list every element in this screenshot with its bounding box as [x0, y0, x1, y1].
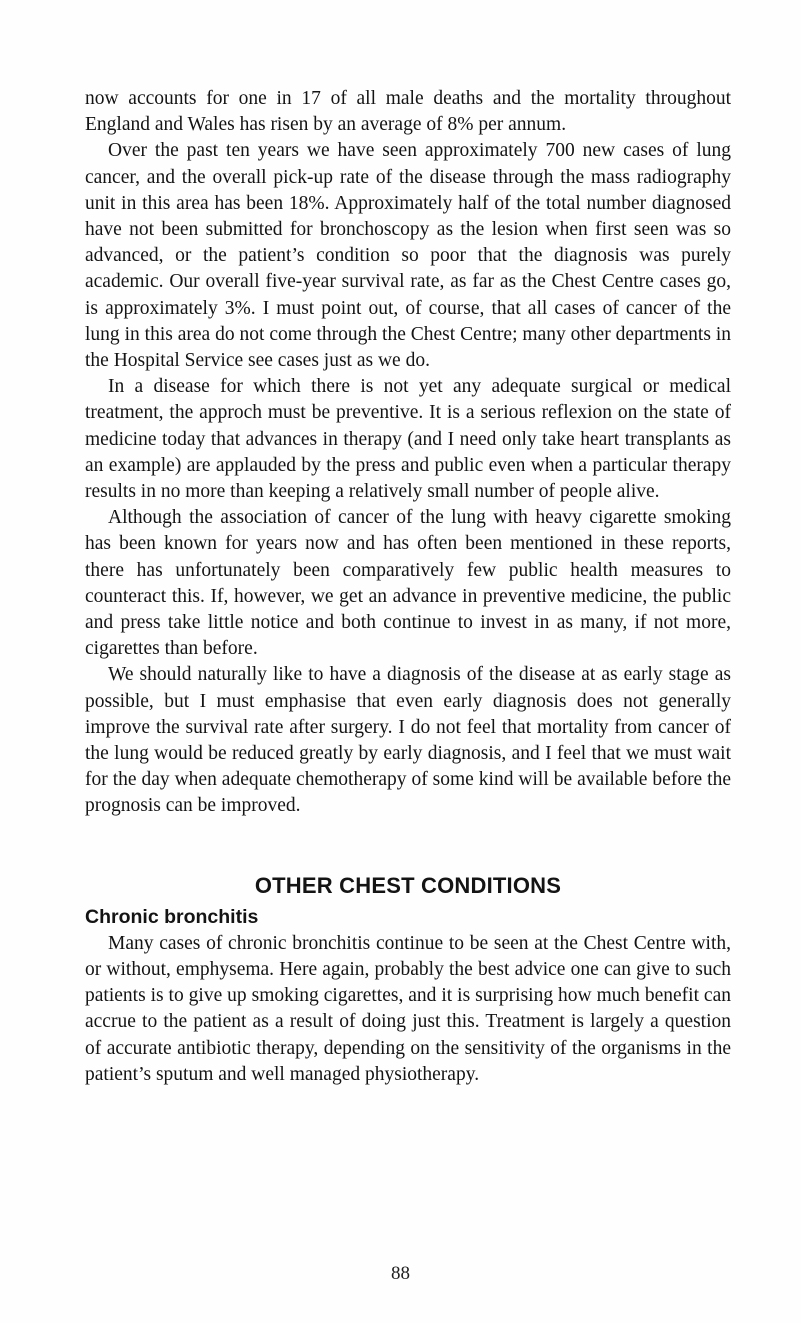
page-number: 88 — [391, 1263, 410, 1284]
subsection-heading: Chronic bronchitis — [85, 905, 259, 928]
paragraph-cigarette-association: Although the association of cancer of the lung with heavy cigarette smoking has been known for years now and has often been mentioned in these reports, there has unfortunately been comparatively few public health measures to counteract this. If, however, we get an advance in preventive medicine, the public and press take little notice and both continue to invest in as many, if not more, cigarettes than before. — [85, 507, 731, 660]
document-page — [85, 86, 731, 1088]
paragraph-mortality-continuation: now accounts for one in 17 of all male deaths and the mortality throughout England and Wales has risen by an average of 8% per annum. — [85, 88, 731, 136]
paragraph-lung-cancer-cases: Over the past ten years we have seen approximately 700 new cases of lung cancer, and the overall pick-up rate of the disease through the mass radiography unit in this area has been 18%. Approximately half of the total number diagnosed have not been submitted for bronchoscopy as the lesion when first seen was so advanced, or the patient’s condition so poor that the diagnosis was purely academic. Our overall five-year survival rate, as far as the Chest Centre cases go, is approximately 3%. I must point out, of course, that all cases of cancer of the lung in this area do not come through the Chest Centre; many other departments in the Hospital Service see cases just as we do. — [85, 140, 731, 372]
section-heading: OTHER CHEST CONDITIONS — [254, 872, 562, 898]
paragraph-early-diagnosis: We should naturally like to have a diagnosis of the disease at as early stage as possible, but I must emphasise that even early diagnosis does not generally improve the survival rate after surgery. I do not feel that mortality from cancer of the lung would be reduced greatly by early diagnosis, and I feel that we must wait for the day when adequate chemotherapy of some kind will be available before the prognosis can be improved. — [85, 664, 731, 817]
paragraph-chronic-bronchitis: Many cases of chronic bronchitis continue to be seen at the Chest Centre with, or without, emphysema. Here again, probably the best advice one can give to such patients is to give up smoking cigarettes, and it is surprising how much benefit can accrue to the patient as a result of doing just this. Treatment is largely a question of accurate antibiotic therapy, depending on the sensitivity of the organisms in the patient’s sputum and well managed physiotherapy. — [85, 932, 731, 1085]
paragraph-preventive-approach: In a disease for which there is not yet any adequate surgical or medical treatment, the approch must be preventive. It is a serious reflexion on the state of medicine today that advances in therapy (and I need only take heart transplants as an example) are applauded by the press and public even when a particular therapy results in no more than keeping a relatively small number of people alive. — [85, 376, 731, 503]
